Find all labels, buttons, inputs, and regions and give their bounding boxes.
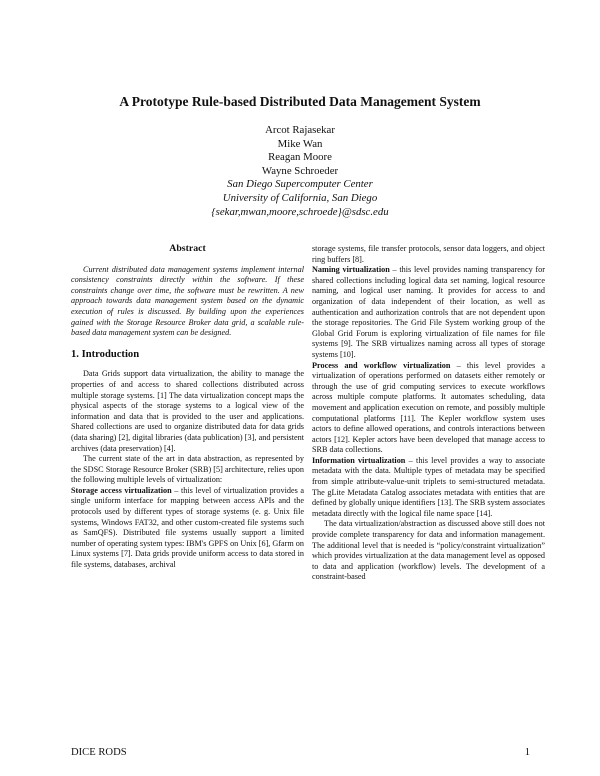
author-name: Reagan Moore (268, 151, 332, 164)
paragraph (312, 361, 545, 456)
affiliation-line: San Diego Supercomputer Center (227, 178, 373, 191)
author-name: Arcot Rajasekar (265, 124, 335, 136)
paragraph: storage systems, file transfer protocols, sensor data loggers, and object ring buffers [8]. (312, 244, 545, 264)
term-text: – this level provides naming transparency for shared collections including logical data set naming, logical resource naming, and logical user naming. It provides for access to and organization of data independent of their location, as well as authentication and authorization controls that are not dependent upon the storage repositories. The Grid File System working group of the Global Grid Forum is exploring virtualization of file names for file systems [9]. The SRB virtualizes naming across all types of storage systems [10]. (312, 265, 545, 359)
paragraph (312, 265, 545, 360)
author-email: {sekar,mwan,moore,schroede}@sdsc.edu (211, 205, 389, 218)
term-text: – this level provides a virtualization of operations performed on datasets either remotely or through the use of grid computing services to execute workflows across multiple compute platforms. It automates scheduling, data movement and application execution on remote, and possibly multiple computational platforms [11]. The Kepler workflow system uses actors to define allowed operations, and controls interactions between actors [12]. Kepler actors have been developed that manage access to SRB data collections. (312, 360, 545, 455)
paragraph: The data virtualization/abstraction as discussed above still does not provide complete transparency for data and information management. The additional level that is needed is “policy/constraint virtualization” which provides virtualization at the data management level as opposed to data and application (workflow) levels. The development of a constraint-based (312, 519, 545, 582)
term-text: – this level of virtualization provides a single uniform interface for mapping between access APIs and the protocols used by different types of storage systems (e. g. Unix file systems, Windows FAT32, and other custom-created file systems such as SamQFS). Distributed file systems usually support a limited number of operating system types: IBM's GPFS on Unix [6], Gfarm on Linux systems [7]. Data grids provide uniform access to data stored in file systems, databases, archival (71, 485, 305, 570)
paragraph (312, 456, 545, 520)
paragraph: The current state of the art in data abstraction, as represented by the SDSC Storage Resource Broker (SRB) [5] architecture, relies upon the following multiple levels of virtualization: (71, 454, 304, 485)
term: Storage access virtualization (71, 485, 172, 495)
paper-title: A Prototype Rule-based Distributed Data Management System (119, 94, 481, 109)
term: Naming virtualization (312, 265, 390, 275)
author-block (0, 124, 600, 219)
affiliation-line: University of California, San Diego (222, 191, 378, 204)
paragraph (71, 486, 304, 571)
term: Information virtualization (312, 455, 406, 465)
term-text: – this level provides a way to associate metadata with the data. Multiple types of metadata may be specified from simple attribute-value-unit triplets to semi-structured metadata. The gLite Metadata Catalog associates metadata with entities that are defined by globally unique identifiers [13]. The SRB system associates metadata directly with the logical file name space [14]. (312, 455, 545, 518)
abstract-text: Current distributed data management systems implement internal consistency constraints directly within the software. If these constraints change over time, the software must be rewritten. A new approach towards data management system based on the dynamic execution of rules is discussed. By building upon the experiences gained with the Storage Resource Broker data grid, a scalable rule-based data management system can be designed. (71, 264, 304, 338)
footer-label: DICE RODS (71, 747, 127, 758)
author-name: Mike Wan (277, 137, 323, 150)
term: Process and workflow virtualization (312, 360, 451, 370)
left-column (71, 244, 304, 571)
section-heading: 1. Introduction (71, 348, 140, 360)
paragraph: Data Grids support data virtualization, the ability to manage the properties of and access to shared collections distributed across multiple storage systems. [1] The data virtualization concept maps the physical aspects of the storage systems to a logical view of the information and data that is provided to the user and applications. Shared collections are used to organize distributed data for data grids (data sharing) [2], digital libraries (data publication) [3], and persistent archives (data preservation) [4]. (71, 369, 304, 453)
right-column (312, 244, 545, 583)
author-name: Wayne Schroeder (261, 164, 339, 177)
page-number: 1 (524, 747, 530, 758)
abstract-heading: Abstract (169, 243, 206, 254)
